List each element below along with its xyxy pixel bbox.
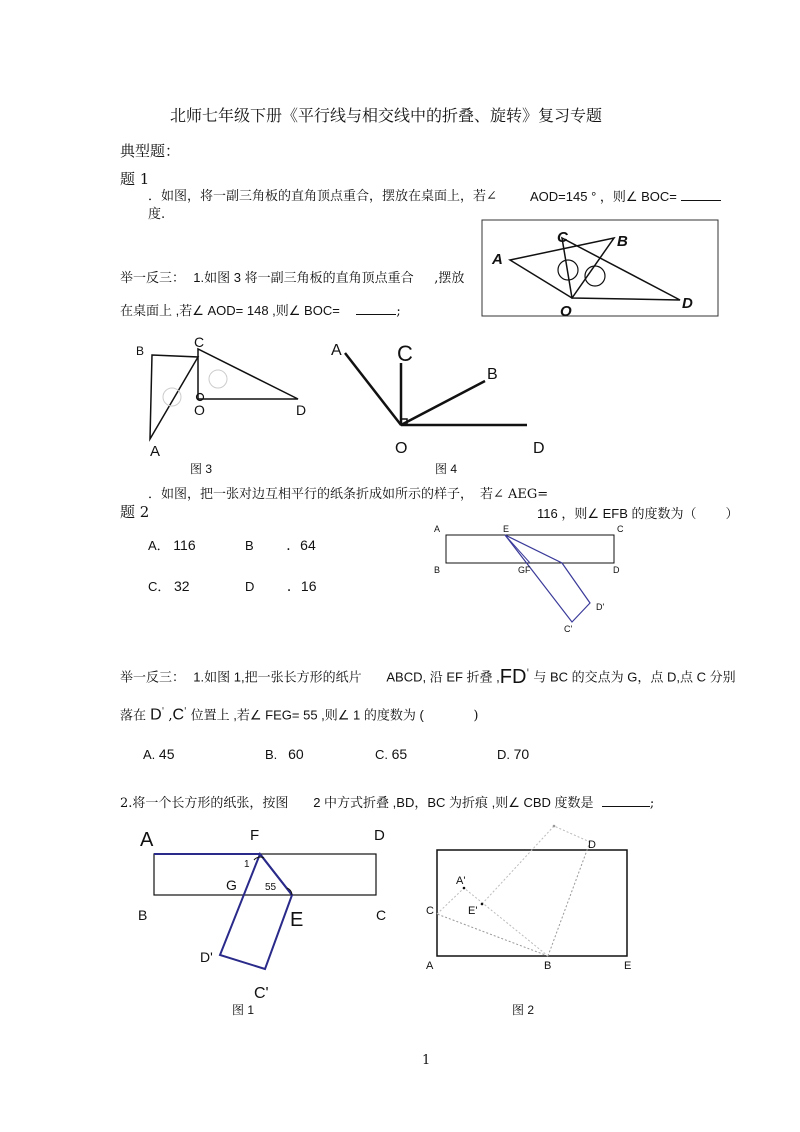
q2-variant-line-1: 举一反三： 1.如图 1,把一张长方形的纸片 ABCD, 沿 EF 折叠 ,FD' 与 BC 的交点为 G，点 D,点 C 分别 bbox=[120, 666, 736, 689]
fig4-label-B: B bbox=[487, 366, 498, 383]
q2-label-E: E bbox=[503, 524, 510, 534]
fig3-label-C: C bbox=[194, 334, 205, 350]
fig3-triangle-left bbox=[150, 355, 198, 439]
q2v-option-b[interactable]: B. 60 bbox=[265, 746, 304, 762]
fig3-caption: 图 3 bbox=[190, 462, 213, 476]
figure-4 bbox=[325, 335, 555, 485]
fig1-label-A: A bbox=[140, 829, 154, 851]
fig3-label-D: D bbox=[296, 402, 307, 418]
page-number: 1 bbox=[422, 1053, 431, 1068]
fig3-circle-faint-right bbox=[209, 370, 227, 388]
fig4-label-O: O bbox=[395, 440, 408, 457]
fig2-label-E: E bbox=[624, 960, 632, 972]
fig2-crease-BC bbox=[437, 914, 548, 956]
fig4-ray-OB bbox=[401, 381, 485, 425]
page-title: 北师七年级下册《平行线与相交线中的折叠、旋转》复习专题 bbox=[170, 106, 603, 125]
fig2-label-Ap: A' bbox=[456, 875, 466, 887]
q2-label-D: D bbox=[613, 565, 620, 575]
fig4-label-A: A bbox=[331, 342, 342, 359]
q2-label-B: B bbox=[434, 565, 441, 575]
section-label: 典型题： bbox=[120, 142, 181, 160]
fig1-label-F: F bbox=[250, 827, 260, 844]
q1-label: 题 1 bbox=[120, 170, 150, 188]
q3-figure-2 bbox=[420, 822, 650, 1022]
q2-fold-line bbox=[505, 535, 530, 563]
label-A: A bbox=[492, 251, 503, 268]
q2v-option-a[interactable]: A. 45 bbox=[143, 746, 175, 762]
q1-figure bbox=[480, 220, 720, 320]
fig2-caption: 图 2 bbox=[512, 1003, 535, 1017]
q2v-option-d[interactable]: D. 70 bbox=[497, 746, 530, 762]
q3-line-1: 2.将一个长方形的纸张，按图 2 中方式折叠 ,BD，BC 为折痕 ,则∠ CBD 度数是 ; bbox=[120, 795, 655, 811]
label-D: D bbox=[682, 295, 693, 312]
fig3-label-A: A bbox=[150, 443, 161, 460]
fig1-label-B: B bbox=[138, 907, 148, 923]
fig1-label-55: 55 bbox=[265, 882, 277, 893]
fig2-label-C: C bbox=[426, 905, 434, 917]
q2-text-3: 116 ，则∠ EFB 的度数为（ ） bbox=[537, 506, 739, 522]
fig4-label-D: D bbox=[533, 440, 545, 457]
q1-text-1: ．如图，将一副三角板的直角顶点重合，摆放在桌面上，若∠ bbox=[148, 189, 497, 204]
q2-option-d[interactable]: D ．16 bbox=[245, 578, 317, 594]
q2-label-GF: GF bbox=[518, 565, 531, 575]
fig1-label-Dp: D' bbox=[200, 949, 213, 965]
q2-label-Dp: D' bbox=[596, 602, 605, 612]
q2-label-C: C bbox=[617, 524, 624, 534]
fig2-point-Ap bbox=[463, 887, 466, 890]
label-C: C bbox=[557, 229, 568, 246]
fig2-label-Ep: E' bbox=[468, 905, 478, 917]
fig2-fold-A bbox=[437, 888, 548, 956]
fig1-label-Cp: C' bbox=[254, 985, 269, 1002]
fig1-label-C: C bbox=[376, 907, 387, 923]
fig2-fold-E bbox=[482, 826, 590, 904]
fig2-rectangle bbox=[437, 850, 627, 956]
figure-3 bbox=[130, 335, 330, 485]
fig3-label-B: B bbox=[136, 344, 145, 358]
q1-variant-line-2: 在桌面上 ,若∠ AOD= 148 ,则∠ BOC= ; bbox=[120, 303, 401, 319]
fig1-label-1: 1 bbox=[244, 859, 250, 870]
fig2-crease-BD bbox=[548, 842, 590, 956]
q2-variant-line-2: 落在 D' ,C' 位置上 ,若∠ FEG= 55 ,则∠ 1 的度数为 ( ) bbox=[120, 706, 479, 724]
q2-option-c[interactable]: C． 32 bbox=[148, 578, 190, 594]
q3-figure-1 bbox=[130, 822, 400, 1022]
label-O: O bbox=[560, 303, 572, 320]
q2-strip bbox=[446, 535, 614, 563]
q2-option-b[interactable]: B ．64 bbox=[245, 537, 316, 553]
q2v-option-c[interactable]: C. 65 bbox=[375, 746, 408, 762]
q1-variant-line-1: 举一反三： 1.如图 3 将一副三角板的直角顶点重合 ,摆放 bbox=[120, 270, 465, 286]
q2-figure bbox=[430, 520, 630, 635]
fig2-label-B: B bbox=[544, 960, 552, 972]
fig3-label-O: O bbox=[194, 402, 205, 418]
fig2-point-top bbox=[553, 825, 556, 828]
fig3-circle-faint-left bbox=[163, 388, 181, 406]
fig1-label-E: E bbox=[290, 909, 304, 931]
fig4-ray-OA bbox=[345, 353, 401, 425]
fig1-label-D: D bbox=[374, 827, 385, 844]
fig1-label-G: G bbox=[226, 877, 237, 893]
q2-label: 题 2 bbox=[120, 503, 150, 521]
fig2-label-D: D bbox=[588, 839, 596, 851]
fig4-label-C: C bbox=[397, 341, 413, 366]
fig2-label-A: A bbox=[426, 960, 434, 972]
q2-label-Cp: C' bbox=[564, 624, 573, 634]
q2-text-2: 若∠ AEG= bbox=[480, 487, 549, 502]
q2-option-a[interactable]: A． 116 bbox=[148, 537, 196, 553]
fig3-triangle-right bbox=[198, 349, 298, 399]
fig4-caption: 图 4 bbox=[435, 462, 458, 476]
q2-label-A: A bbox=[434, 524, 441, 534]
fig1-caption: 图 1 bbox=[232, 1003, 255, 1017]
q1-text-2: AOD=145 ° ，则∠ BOC= bbox=[530, 189, 721, 205]
fig1-folded-flap bbox=[220, 854, 292, 969]
q2-text-1: ．如图，把一张对边互相平行的纸条折成如所示的样子， bbox=[148, 487, 474, 502]
triangle-left bbox=[510, 238, 614, 298]
q1-text-3: 度. bbox=[148, 207, 166, 222]
fig2-point-Ep bbox=[481, 903, 484, 906]
q2-folded-flap bbox=[505, 535, 590, 622]
label-B: B bbox=[617, 233, 628, 250]
